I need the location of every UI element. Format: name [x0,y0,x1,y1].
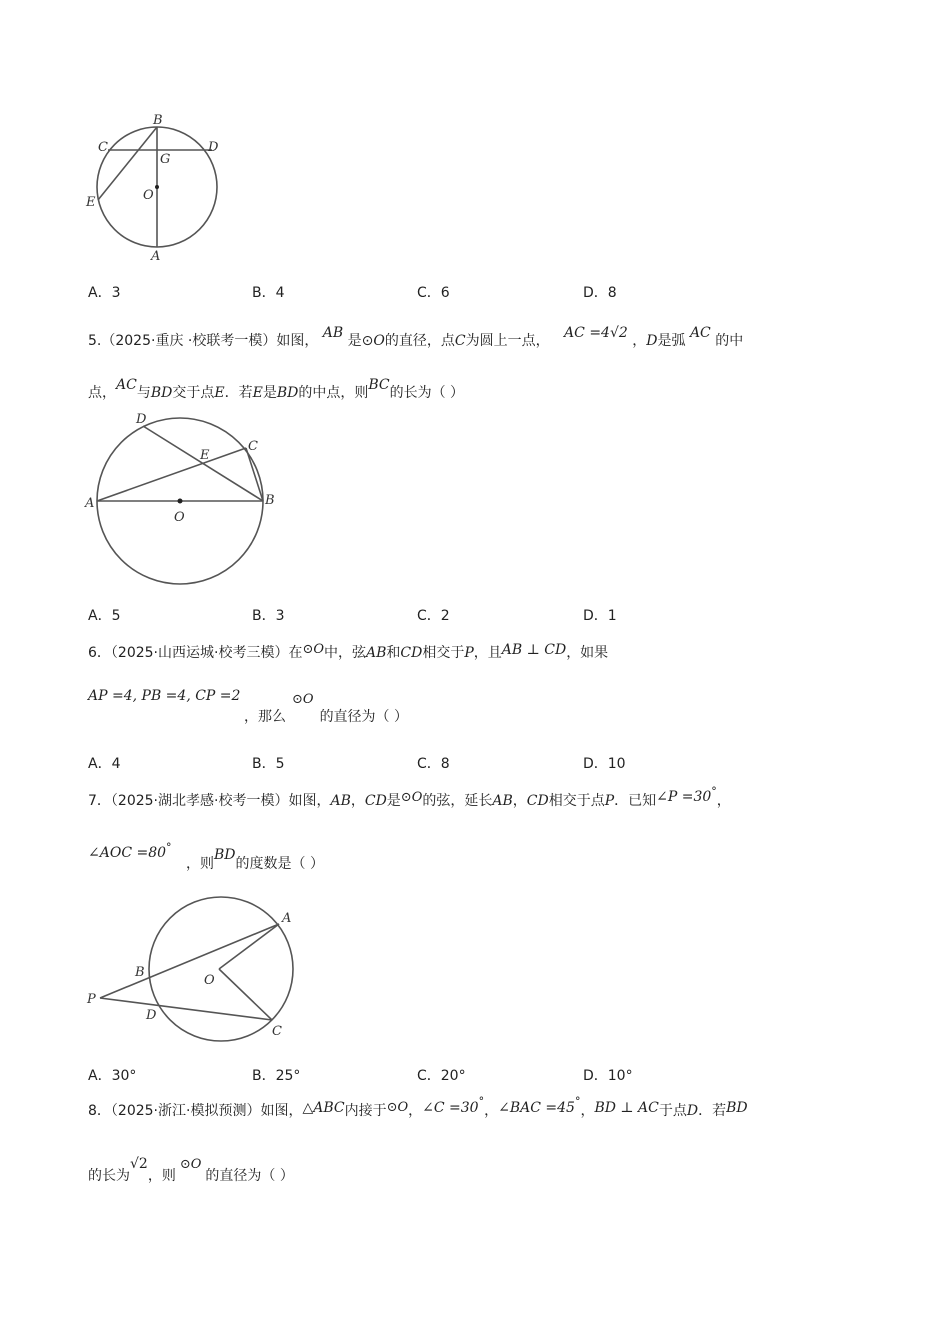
q8-text: 的长为 [88,1168,130,1184]
q8-text: 于点 [658,1103,687,1119]
q5-text: 如图， [276,333,319,349]
q8-text: 内接于 [344,1103,387,1119]
q6-text: 中，弦 [324,645,367,661]
q8-text: 如图， [260,1103,303,1119]
q7-label-b: B [135,965,145,980]
q5-math-c: C [454,333,466,349]
q6-math-perpendicular: AB ⊥ CD [501,642,567,658]
q7-math-cd: CD [364,793,387,809]
q6-source: （2025·山西运城·校考三模） [110,645,289,661]
q8-math-angle-bac: ∠BAC =45 [498,1100,575,1116]
q7-option-a[interactable]: A．30° [88,1068,137,1084]
q7-text: ．已知 [614,793,657,809]
q6-line-1 [88,642,608,662]
q7-source: （2025·湖北孝感·校考一模） [110,793,289,809]
q7-option-b[interactable]: B．25° [252,1068,301,1084]
q6-text: ，如果 [566,645,609,661]
q8-text: ， [408,1103,423,1119]
q7-label-o: O [204,973,215,988]
q5-label-d: D [136,412,147,427]
q7-label-c: C [272,1024,282,1039]
q5-math-bd: BD [276,385,299,401]
q7-math-cd: CD [526,793,549,809]
q5-math-ac-value: AC =4√2 [564,325,628,341]
q5-text: 的中 [715,333,744,349]
q7-degree: ° [166,841,172,854]
q7-line-1 [88,785,731,810]
q7-option-c[interactable]: C．20° [417,1068,466,1084]
q8-math-bd: BD [726,1100,748,1116]
q6-number: 6． [88,645,111,661]
q8-math-triangle-abc: △ABC [302,1100,345,1116]
q6-math-circle-o: ⊙O [302,642,325,657]
q5-source: （2025·重庆 ·校联考一模） [101,333,277,349]
q5-math-ac: AC [116,377,137,393]
q8-line-2 [88,1156,294,1185]
q7-line-2b [186,847,324,873]
q5-option-c[interactable]: C．2 [417,608,450,624]
q6-option-a[interactable]: A．4 [88,756,121,772]
q6-math-ab: AB [366,645,387,661]
q8-math-d: D [686,1103,699,1119]
q8-math-angle-c: ∠C =30 [422,1100,479,1116]
q6-text: ，那么 [244,709,286,725]
q6-text: ，且 [473,645,502,661]
q7-text: 的弦，延长 [422,793,493,809]
q8-text: 的直径为（ ） [205,1168,294,1184]
q5-line-1 [88,325,744,350]
q6-option-b[interactable]: B．5 [252,756,285,772]
q7-text: 如图， [288,793,331,809]
q7-line-2 [88,841,172,861]
q7-line-pc [100,998,272,1020]
q7-label-d: D [146,1008,157,1023]
q5-option-d[interactable]: D．1 [583,608,617,624]
q6-option-d[interactable]: D．10 [583,756,626,772]
q5-text: 与 [136,385,151,401]
q5-math-bd: BD [150,385,173,401]
q4-label-d: D [208,140,219,155]
q7-math-p: P [604,793,615,809]
q5-text: 的长为（ ） [389,385,465,401]
q4-option-c[interactable]: C．6 [417,285,450,301]
q7-text: ，则 [186,856,214,872]
q5-text: ．若 [224,385,253,401]
q5-chord-bc [246,448,263,501]
q7-math-ab: AB [492,793,513,809]
q6-option-c[interactable]: C．8 [417,756,450,772]
q5-text: 是弧 [657,333,686,349]
q8-text: ，则 [147,1168,176,1184]
q5-text: 的中点，则 [298,385,369,401]
q6-text: 相交于 [422,645,465,661]
q7-text: 的度数是（ ） [235,856,324,872]
q5-text: ， [632,333,647,349]
q5-option-a[interactable]: A．5 [88,608,121,624]
q5-option-b[interactable]: B．3 [252,608,285,624]
q6-math-cd: CD [400,645,423,661]
q8-text: ．若 [698,1103,727,1119]
q5-label-a: A [85,496,95,511]
q7-text: 相交于点 [548,793,605,809]
q8-math-bd-perp-ac: BD ⊥ AC [594,1100,659,1116]
q8-number: 8． [88,1103,111,1119]
q5-label-c: C [248,439,258,454]
q4-label-e: E [86,195,96,210]
q4-option-b[interactable]: B．4 [252,285,285,301]
q7-math-angle-p: ∠P =30 [656,789,712,805]
q6-math-p: P [464,645,474,661]
q6-text: 和 [386,645,401,661]
q5-text: 交于点 [172,385,215,401]
q7-line-pa [100,924,279,998]
q7-math-arc-bd: BD [214,847,236,863]
q8-source: （2025·浙江·模拟预测） [110,1103,261,1119]
q5-label-e: E [200,448,210,463]
q6-text: 在 [288,645,303,661]
q5-text: 为圆上一点， [465,333,550,349]
q5-text: 的直径，点 [384,333,455,349]
q7-text: 是 [386,793,401,809]
q5-math-e: E [214,385,225,401]
q7-text: ， [350,793,365,809]
q7-math-ab: AB [330,793,351,809]
q7-label-p: P [87,992,96,1007]
q8-degree: ° [478,1095,485,1108]
q5-number: 5. [88,333,102,349]
q7-figure [80,895,310,1045]
q5-text: 是 [262,385,277,401]
q6-math-given: AP =4, PB =4, CP =2 [88,688,241,704]
q6-line-2b [244,692,409,726]
q7-degree: ° [711,785,717,798]
q7-number: 7． [88,793,111,809]
q5-math-bc: BC [368,377,390,393]
q7-radius-oc [219,969,272,1020]
q7-text: ， [512,793,527,809]
q4-label-g: G [160,152,171,167]
q5-text: 点， [88,385,116,401]
q7-math-angle-aoc: ∠AOC =80 [88,845,167,861]
q5-line-2 [88,377,465,402]
q4-option-d[interactable]: D．8 [583,285,617,301]
q7-option-d[interactable]: D．10° [583,1068,633,1084]
q8-text: ， [580,1103,595,1119]
q5-figure [80,408,290,588]
q5-math-o: O [373,333,385,349]
q7-label-a: A [282,911,292,926]
q8-math-sqrt2: √2 [130,1156,148,1172]
q7-radius-oa [219,924,279,969]
q4-option-a[interactable]: A．3 [88,285,121,301]
q6-text: 的直径为（ ） [319,709,409,725]
q8-math-circle-o: ⊙O [386,1100,409,1115]
q5-label-o: O [174,510,185,525]
q4-label-c: C [98,140,108,155]
q5-chord-ac [97,448,246,501]
q8-degree: ° [574,1095,581,1108]
q5-math-e: E [252,385,263,401]
q4-label-b: B [153,113,163,128]
q4-label-a: A [151,249,161,264]
q8-math-circle-o: ⊙O [179,1157,202,1172]
q4-figure [80,108,240,268]
q8-line-1 [88,1095,748,1120]
q4-label-o: O [143,188,154,203]
q5-chord-bd [143,426,263,501]
q7-math-circle-o: ⊙O [400,790,423,805]
q5-math-arc-ac: AC [689,325,711,341]
q8-text: ， [484,1103,499,1119]
q6-math-circle-o: ⊙O [292,692,314,707]
q4-center-dot [155,185,159,189]
q5-math-ab: AB [322,325,344,341]
q7-text: ， [716,793,731,809]
q5-text: 是⊙ [347,333,374,349]
q5-math-d: D [646,333,658,349]
q6-line-2 [88,688,240,704]
q5-label-b: B [265,493,275,508]
q5-center-dot [178,499,183,504]
